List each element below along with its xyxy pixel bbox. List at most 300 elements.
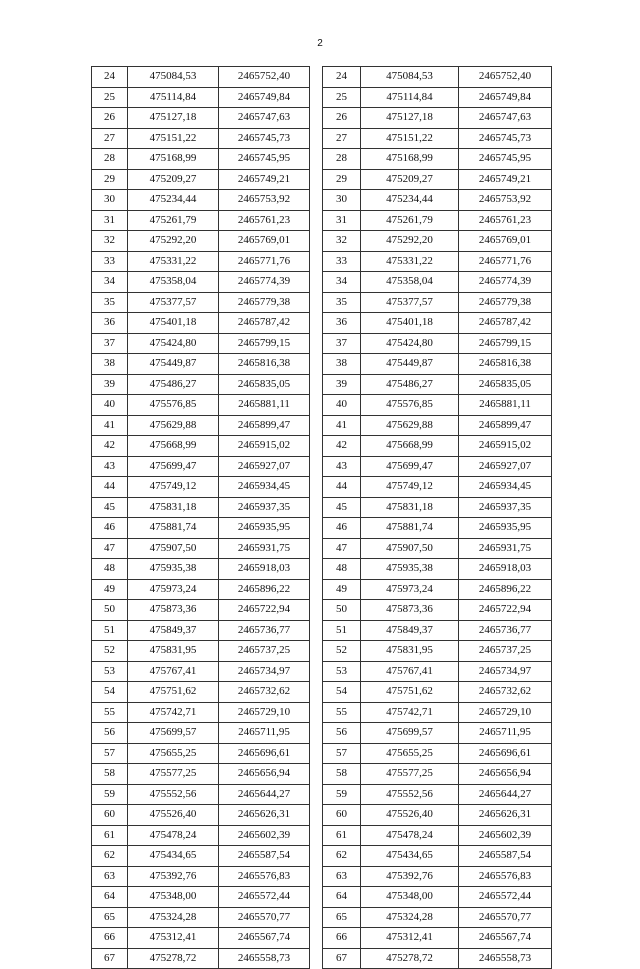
point-number-cell: 34 — [92, 272, 128, 293]
table-row — [323, 477, 552, 498]
y-coordinate-cell: 2465711,95 — [219, 723, 310, 744]
point-number-cell: 63 — [92, 866, 128, 887]
table-row — [323, 87, 552, 108]
x-coordinate-cell: 475849,37 — [361, 620, 459, 641]
y-coordinate-cell: 2465626,31 — [219, 805, 310, 826]
x-coordinate-cell: 475234,44 — [128, 190, 219, 211]
y-coordinate-cell: 2465771,76 — [219, 251, 310, 272]
x-coordinate-cell: 475401,18 — [128, 313, 219, 334]
point-number-cell: 54 — [323, 682, 361, 703]
y-coordinate-cell: 2465934,45 — [459, 477, 552, 498]
x-coordinate-cell: 475261,79 — [361, 210, 459, 231]
y-coordinate-cell: 2465732,62 — [219, 682, 310, 703]
y-coordinate-cell: 2465934,45 — [219, 477, 310, 498]
x-coordinate-cell: 475873,36 — [361, 600, 459, 621]
y-coordinate-cell: 2465749,84 — [459, 87, 552, 108]
x-coordinate-cell: 475577,25 — [128, 764, 219, 785]
point-number-cell: 30 — [92, 190, 128, 211]
point-number-cell: 37 — [92, 333, 128, 354]
y-coordinate-cell: 2465816,38 — [219, 354, 310, 375]
table-row — [92, 743, 310, 764]
x-coordinate-cell: 475324,28 — [361, 907, 459, 928]
point-number-cell: 41 — [323, 415, 361, 436]
x-coordinate-cell: 475209,27 — [361, 169, 459, 190]
point-number-cell: 31 — [92, 210, 128, 231]
point-number-cell: 34 — [323, 272, 361, 293]
table-row — [92, 313, 310, 334]
table-row — [323, 190, 552, 211]
table-row — [323, 497, 552, 518]
y-coordinate-cell: 2465896,22 — [459, 579, 552, 600]
point-number-cell: 54 — [92, 682, 128, 703]
y-coordinate-cell: 2465711,95 — [459, 723, 552, 744]
y-coordinate-cell: 2465753,92 — [459, 190, 552, 211]
x-coordinate-cell: 475973,24 — [361, 579, 459, 600]
table-row — [323, 846, 552, 867]
x-coordinate-cell: 475749,12 — [361, 477, 459, 498]
x-coordinate-cell: 475552,56 — [361, 784, 459, 805]
table-row — [323, 108, 552, 129]
table-row — [92, 784, 310, 805]
x-coordinate-cell: 475292,20 — [361, 231, 459, 252]
x-coordinate-cell: 475278,72 — [128, 948, 219, 969]
table-row — [323, 313, 552, 334]
table-row — [323, 436, 552, 457]
point-number-cell: 28 — [323, 149, 361, 170]
x-coordinate-cell: 475331,22 — [361, 251, 459, 272]
table-row — [323, 682, 552, 703]
y-coordinate-cell: 2465696,61 — [459, 743, 552, 764]
table-row — [323, 354, 552, 375]
x-coordinate-cell: 475278,72 — [361, 948, 459, 969]
point-number-cell: 66 — [92, 928, 128, 949]
point-number-cell: 58 — [92, 764, 128, 785]
point-number-cell: 30 — [323, 190, 361, 211]
y-coordinate-cell: 2465567,74 — [459, 928, 552, 949]
x-coordinate-cell: 475312,41 — [361, 928, 459, 949]
y-coordinate-cell: 2465737,25 — [459, 641, 552, 662]
y-coordinate-cell: 2465769,01 — [219, 231, 310, 252]
x-coordinate-cell: 475655,25 — [128, 743, 219, 764]
point-number-cell: 57 — [323, 743, 361, 764]
y-coordinate-cell: 2465816,38 — [459, 354, 552, 375]
y-coordinate-cell: 2465722,94 — [459, 600, 552, 621]
x-coordinate-cell: 475881,74 — [361, 518, 459, 539]
y-coordinate-cell: 2465899,47 — [459, 415, 552, 436]
table-row — [92, 374, 310, 395]
y-coordinate-cell: 2465915,02 — [459, 436, 552, 457]
coordinates-table-left — [91, 66, 310, 969]
point-number-cell: 51 — [323, 620, 361, 641]
x-coordinate-cell: 475434,65 — [128, 846, 219, 867]
point-number-cell: 24 — [92, 67, 128, 88]
table-row — [323, 395, 552, 416]
table-row — [323, 948, 552, 969]
y-coordinate-cell: 2465736,77 — [459, 620, 552, 641]
x-coordinate-cell: 475168,99 — [128, 149, 219, 170]
x-coordinate-cell: 475831,18 — [128, 497, 219, 518]
y-coordinate-cell: 2465761,23 — [219, 210, 310, 231]
x-coordinate-cell: 475324,28 — [128, 907, 219, 928]
x-coordinate-cell: 475751,62 — [361, 682, 459, 703]
y-coordinate-cell: 2465753,92 — [219, 190, 310, 211]
table-row — [323, 292, 552, 313]
point-number-cell: 49 — [92, 579, 128, 600]
point-number-cell: 59 — [92, 784, 128, 805]
y-coordinate-cell: 2465656,94 — [459, 764, 552, 785]
y-coordinate-cell: 2465769,01 — [459, 231, 552, 252]
x-coordinate-cell: 475209,27 — [128, 169, 219, 190]
table-row — [92, 210, 310, 231]
y-coordinate-cell: 2465602,39 — [459, 825, 552, 846]
point-number-cell: 35 — [92, 292, 128, 313]
x-coordinate-cell: 475576,85 — [128, 395, 219, 416]
table-row — [92, 866, 310, 887]
x-coordinate-cell: 475478,24 — [361, 825, 459, 846]
point-number-cell: 56 — [323, 723, 361, 744]
table-row — [323, 600, 552, 621]
y-coordinate-cell: 2465771,76 — [459, 251, 552, 272]
point-number-cell: 28 — [92, 149, 128, 170]
y-coordinate-cell: 2465935,95 — [459, 518, 552, 539]
point-number-cell: 29 — [92, 169, 128, 190]
point-number-cell: 64 — [92, 887, 128, 908]
x-coordinate-cell: 475526,40 — [128, 805, 219, 826]
table-row — [323, 702, 552, 723]
point-number-cell: 27 — [323, 128, 361, 149]
y-coordinate-cell: 2465745,73 — [459, 128, 552, 149]
y-coordinate-cell: 2465587,54 — [219, 846, 310, 867]
table-row — [92, 231, 310, 252]
table-row — [92, 579, 310, 600]
x-coordinate-cell: 475312,41 — [128, 928, 219, 949]
x-coordinate-cell: 475742,71 — [361, 702, 459, 723]
point-number-cell: 43 — [92, 456, 128, 477]
x-coordinate-cell: 475699,47 — [361, 456, 459, 477]
point-number-cell: 42 — [323, 436, 361, 457]
point-number-cell: 25 — [323, 87, 361, 108]
y-coordinate-cell: 2465937,35 — [219, 497, 310, 518]
table-row — [92, 559, 310, 580]
y-coordinate-cell: 2465602,39 — [219, 825, 310, 846]
table-row — [92, 661, 310, 682]
y-coordinate-cell: 2465558,73 — [219, 948, 310, 969]
x-coordinate-cell: 475449,87 — [128, 354, 219, 375]
y-coordinate-cell: 2465734,97 — [219, 661, 310, 682]
x-coordinate-cell: 475348,00 — [361, 887, 459, 908]
y-coordinate-cell: 2465896,22 — [219, 579, 310, 600]
point-number-cell: 52 — [323, 641, 361, 662]
x-coordinate-cell: 475151,22 — [128, 128, 219, 149]
x-coordinate-cell: 475392,76 — [128, 866, 219, 887]
x-coordinate-cell: 475084,53 — [128, 67, 219, 88]
y-coordinate-cell: 2465696,61 — [219, 743, 310, 764]
point-number-cell: 59 — [323, 784, 361, 805]
table-row — [323, 907, 552, 928]
x-coordinate-cell: 475127,18 — [361, 108, 459, 129]
table-row — [92, 87, 310, 108]
y-coordinate-cell: 2465644,27 — [219, 784, 310, 805]
table-row — [92, 354, 310, 375]
y-coordinate-cell: 2465747,63 — [459, 108, 552, 129]
table-row — [92, 928, 310, 949]
y-coordinate-cell: 2465931,75 — [459, 538, 552, 559]
y-coordinate-cell: 2465729,10 — [459, 702, 552, 723]
table-row — [92, 702, 310, 723]
table-row — [92, 907, 310, 928]
table-row — [92, 887, 310, 908]
x-coordinate-cell: 475434,65 — [361, 846, 459, 867]
point-number-cell: 33 — [92, 251, 128, 272]
y-coordinate-cell: 2465774,39 — [219, 272, 310, 293]
x-coordinate-cell: 475424,80 — [361, 333, 459, 354]
point-number-cell: 36 — [323, 313, 361, 334]
x-coordinate-cell: 475168,99 — [361, 149, 459, 170]
point-number-cell: 47 — [92, 538, 128, 559]
table-row — [323, 210, 552, 231]
y-coordinate-cell: 2465576,83 — [459, 866, 552, 887]
x-coordinate-cell: 475629,88 — [361, 415, 459, 436]
x-coordinate-cell: 475881,74 — [128, 518, 219, 539]
point-number-cell: 40 — [92, 395, 128, 416]
x-coordinate-cell: 475767,41 — [128, 661, 219, 682]
y-coordinate-cell: 2465937,35 — [459, 497, 552, 518]
table-row — [92, 497, 310, 518]
x-coordinate-cell: 475699,47 — [128, 456, 219, 477]
table-row — [323, 333, 552, 354]
point-number-cell: 57 — [92, 743, 128, 764]
coordinates-tables — [91, 66, 551, 964]
point-number-cell: 50 — [323, 600, 361, 621]
table-row — [323, 272, 552, 293]
x-coordinate-cell: 475552,56 — [128, 784, 219, 805]
table-row — [92, 149, 310, 170]
point-number-cell: 67 — [323, 948, 361, 969]
table-row — [323, 723, 552, 744]
y-coordinate-cell: 2465626,31 — [459, 805, 552, 826]
point-number-cell: 58 — [323, 764, 361, 785]
y-coordinate-cell: 2465567,74 — [219, 928, 310, 949]
table-row — [92, 641, 310, 662]
table-row — [92, 764, 310, 785]
table-row — [323, 805, 552, 826]
table-row — [323, 661, 552, 682]
point-number-cell: 32 — [323, 231, 361, 252]
x-coordinate-cell: 475751,62 — [128, 682, 219, 703]
y-coordinate-cell: 2465927,07 — [459, 456, 552, 477]
y-coordinate-cell: 2465747,63 — [219, 108, 310, 129]
point-number-cell: 31 — [323, 210, 361, 231]
point-number-cell: 36 — [92, 313, 128, 334]
y-coordinate-cell: 2465918,03 — [459, 559, 552, 580]
point-number-cell: 50 — [92, 600, 128, 621]
point-number-cell: 64 — [323, 887, 361, 908]
point-number-cell: 62 — [323, 846, 361, 867]
y-coordinate-cell: 2465761,23 — [459, 210, 552, 231]
table-row — [323, 415, 552, 436]
point-number-cell: 53 — [323, 661, 361, 682]
table-row — [92, 600, 310, 621]
y-coordinate-cell: 2465749,21 — [219, 169, 310, 190]
y-coordinate-cell: 2465734,97 — [459, 661, 552, 682]
x-coordinate-cell: 475742,71 — [128, 702, 219, 723]
y-coordinate-cell: 2465558,73 — [459, 948, 552, 969]
y-coordinate-cell: 2465576,83 — [219, 866, 310, 887]
table-row — [92, 395, 310, 416]
x-coordinate-cell: 475767,41 — [361, 661, 459, 682]
table-row — [92, 538, 310, 559]
point-number-cell: 63 — [323, 866, 361, 887]
y-coordinate-cell: 2465745,95 — [219, 149, 310, 170]
x-coordinate-cell: 475449,87 — [361, 354, 459, 375]
x-coordinate-cell: 475478,24 — [128, 825, 219, 846]
table-row — [92, 415, 310, 436]
point-number-cell: 43 — [323, 456, 361, 477]
y-coordinate-cell: 2465787,42 — [459, 313, 552, 334]
x-coordinate-cell: 475935,38 — [128, 559, 219, 580]
y-coordinate-cell: 2465587,54 — [459, 846, 552, 867]
point-number-cell: 62 — [92, 846, 128, 867]
table-row — [92, 190, 310, 211]
x-coordinate-cell: 475358,04 — [361, 272, 459, 293]
table-row — [323, 559, 552, 580]
point-number-cell: 44 — [323, 477, 361, 498]
y-coordinate-cell: 2465935,95 — [219, 518, 310, 539]
y-coordinate-cell: 2465732,62 — [459, 682, 552, 703]
point-number-cell: 42 — [92, 436, 128, 457]
y-coordinate-cell: 2465729,10 — [219, 702, 310, 723]
table-row — [323, 928, 552, 949]
x-coordinate-cell: 475114,84 — [128, 87, 219, 108]
table-row — [92, 948, 310, 969]
x-coordinate-cell: 475358,04 — [128, 272, 219, 293]
x-coordinate-cell: 475401,18 — [361, 313, 459, 334]
x-coordinate-cell: 475084,53 — [361, 67, 459, 88]
point-number-cell: 56 — [92, 723, 128, 744]
point-number-cell: 39 — [92, 374, 128, 395]
x-coordinate-cell: 475234,44 — [361, 190, 459, 211]
table-row — [92, 518, 310, 539]
table-row — [92, 128, 310, 149]
x-coordinate-cell: 475831,95 — [128, 641, 219, 662]
table-row — [92, 292, 310, 313]
table-row — [323, 149, 552, 170]
x-coordinate-cell: 475577,25 — [361, 764, 459, 785]
y-coordinate-cell: 2465749,84 — [219, 87, 310, 108]
y-coordinate-cell: 2465835,05 — [219, 374, 310, 395]
y-coordinate-cell: 2465787,42 — [219, 313, 310, 334]
table-row — [323, 518, 552, 539]
point-number-cell: 65 — [323, 907, 361, 928]
x-coordinate-cell: 475486,27 — [128, 374, 219, 395]
x-coordinate-cell: 475526,40 — [361, 805, 459, 826]
y-coordinate-cell: 2465927,07 — [219, 456, 310, 477]
y-coordinate-cell: 2465799,15 — [219, 333, 310, 354]
point-number-cell: 53 — [92, 661, 128, 682]
x-coordinate-cell: 475576,85 — [361, 395, 459, 416]
y-coordinate-cell: 2465931,75 — [219, 538, 310, 559]
y-coordinate-cell: 2465799,15 — [459, 333, 552, 354]
table-row — [323, 128, 552, 149]
table-row — [323, 67, 552, 88]
point-number-cell: 55 — [92, 702, 128, 723]
table-row — [323, 169, 552, 190]
point-number-cell: 32 — [92, 231, 128, 252]
table-row — [323, 784, 552, 805]
point-number-cell: 65 — [92, 907, 128, 928]
point-number-cell: 67 — [92, 948, 128, 969]
y-coordinate-cell: 2465915,02 — [219, 436, 310, 457]
point-number-cell: 33 — [323, 251, 361, 272]
y-coordinate-cell: 2465745,95 — [459, 149, 552, 170]
table-row — [92, 67, 310, 88]
y-coordinate-cell: 2465752,40 — [219, 67, 310, 88]
table-row — [92, 805, 310, 826]
y-coordinate-cell: 2465572,44 — [219, 887, 310, 908]
x-coordinate-cell: 475668,99 — [361, 436, 459, 457]
x-coordinate-cell: 475114,84 — [361, 87, 459, 108]
x-coordinate-cell: 475629,88 — [128, 415, 219, 436]
table-row — [92, 723, 310, 744]
point-number-cell: 47 — [323, 538, 361, 559]
y-coordinate-cell: 2465752,40 — [459, 67, 552, 88]
x-coordinate-cell: 475292,20 — [128, 231, 219, 252]
point-number-cell: 37 — [323, 333, 361, 354]
point-number-cell: 46 — [92, 518, 128, 539]
point-number-cell: 45 — [92, 497, 128, 518]
x-coordinate-cell: 475127,18 — [128, 108, 219, 129]
table-row — [92, 169, 310, 190]
table-row — [92, 333, 310, 354]
y-coordinate-cell: 2465656,94 — [219, 764, 310, 785]
x-coordinate-cell: 475831,18 — [361, 497, 459, 518]
point-number-cell: 25 — [92, 87, 128, 108]
table-row — [323, 743, 552, 764]
x-coordinate-cell: 475935,38 — [361, 559, 459, 580]
y-coordinate-cell: 2465881,11 — [219, 395, 310, 416]
point-number-cell: 41 — [92, 415, 128, 436]
point-number-cell: 35 — [323, 292, 361, 313]
x-coordinate-cell: 475151,22 — [361, 128, 459, 149]
y-coordinate-cell: 2465899,47 — [219, 415, 310, 436]
point-number-cell: 46 — [323, 518, 361, 539]
x-coordinate-cell: 475348,00 — [128, 887, 219, 908]
point-number-cell: 40 — [323, 395, 361, 416]
table-row — [92, 620, 310, 641]
table-row — [323, 866, 552, 887]
y-coordinate-cell: 2465570,77 — [459, 907, 552, 928]
y-coordinate-cell: 2465737,25 — [219, 641, 310, 662]
point-number-cell: 52 — [92, 641, 128, 662]
x-coordinate-cell: 475907,50 — [128, 538, 219, 559]
table-row — [323, 456, 552, 477]
x-coordinate-cell: 475831,95 — [361, 641, 459, 662]
point-number-cell: 49 — [323, 579, 361, 600]
table-row — [92, 477, 310, 498]
point-number-cell: 26 — [323, 108, 361, 129]
y-coordinate-cell: 2465835,05 — [459, 374, 552, 395]
point-number-cell: 27 — [92, 128, 128, 149]
table-row — [92, 251, 310, 272]
table-row — [92, 825, 310, 846]
table-row — [323, 251, 552, 272]
table-row — [92, 682, 310, 703]
point-number-cell: 60 — [323, 805, 361, 826]
table-row — [323, 825, 552, 846]
table-row — [323, 764, 552, 785]
x-coordinate-cell: 475261,79 — [128, 210, 219, 231]
point-number-cell: 61 — [323, 825, 361, 846]
